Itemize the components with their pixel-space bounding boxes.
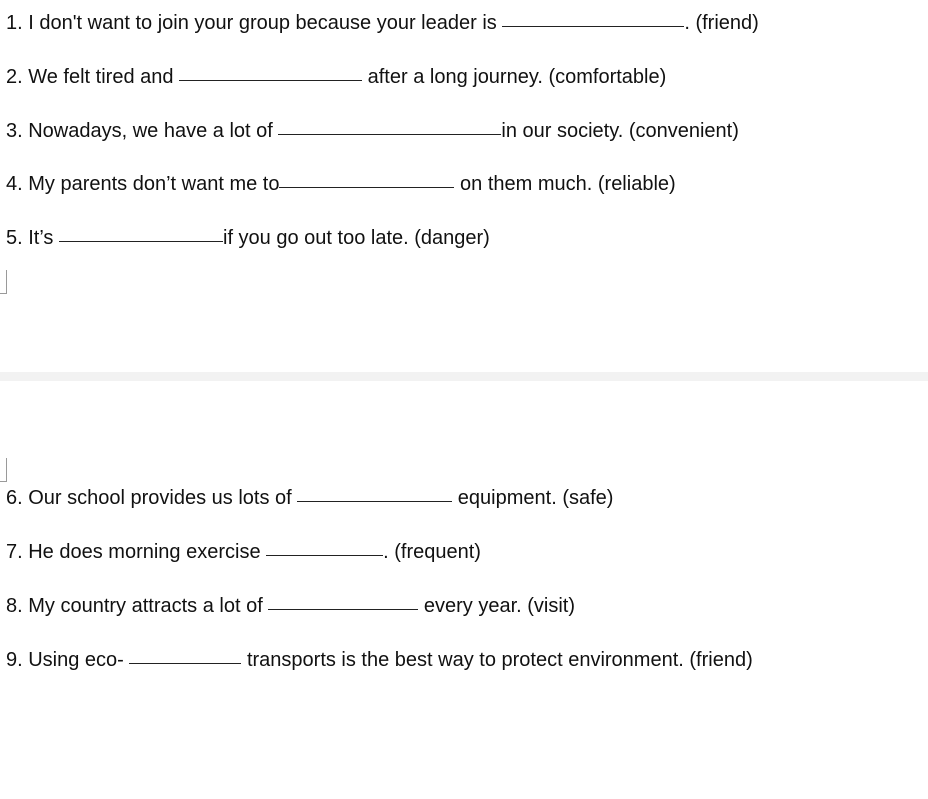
answer-blank-5[interactable] (59, 241, 223, 242)
question-6-text-after: equipment. (safe) (452, 487, 614, 509)
answer-blank-3[interactable] (278, 134, 501, 135)
answer-blank-7[interactable] (266, 555, 383, 556)
question-9 (6, 646, 753, 674)
question-2 (6, 63, 666, 91)
question-1 (6, 9, 759, 37)
question-3-text-after: in our society. (convenient) (501, 120, 739, 142)
question-2-text-after: after a long journey. (comfortable) (362, 66, 667, 88)
question-1-text-before: 1. I don't want to join your group because your leader is (6, 12, 503, 34)
question-5-text-after: if you go out too late. (danger) (223, 227, 490, 249)
document-page-1 (0, 0, 928, 372)
answer-blank-9[interactable] (129, 663, 241, 664)
question-4-text-before: 4. My parents don’t want me to (6, 173, 280, 195)
question-7-text-before: 7. He does morning exercise (6, 541, 267, 563)
question-8-text-before: 8. My country attracts a lot of (6, 595, 269, 617)
answer-blank-2[interactable] (179, 80, 362, 81)
question-2-text-before: 2. We felt tired and (6, 66, 180, 88)
question-5-text-before: 5. It’s (6, 227, 59, 249)
question-4-text-after: on them much. (reliable) (454, 173, 676, 195)
text-margin-marker (0, 270, 7, 294)
question-8 (6, 592, 575, 620)
question-7-text-after: . (frequent) (383, 541, 481, 563)
page-break (0, 372, 928, 381)
answer-blank-1[interactable] (502, 26, 684, 27)
answer-blank-6[interactable] (297, 501, 452, 502)
answer-blank-4[interactable] (279, 187, 454, 188)
question-3-text-before: 3. Nowadays, we have a lot of (6, 120, 279, 142)
question-9-text-after: transports is the best way to protect environment. (friend) (241, 649, 753, 671)
document-page-2 (0, 381, 928, 799)
text-margin-marker (0, 458, 7, 482)
question-3 (6, 117, 739, 145)
question-4 (6, 170, 676, 198)
question-1-text-after: . (friend) (684, 12, 759, 34)
question-9-text-before: 9. Using eco- (6, 649, 130, 671)
answer-blank-8[interactable] (268, 609, 418, 610)
question-6-text-before: 6. Our school provides us lots of (6, 487, 298, 509)
question-5 (6, 224, 490, 252)
question-7 (6, 538, 481, 566)
question-8-text-after: every year. (visit) (418, 595, 576, 617)
question-6 (6, 484, 613, 512)
